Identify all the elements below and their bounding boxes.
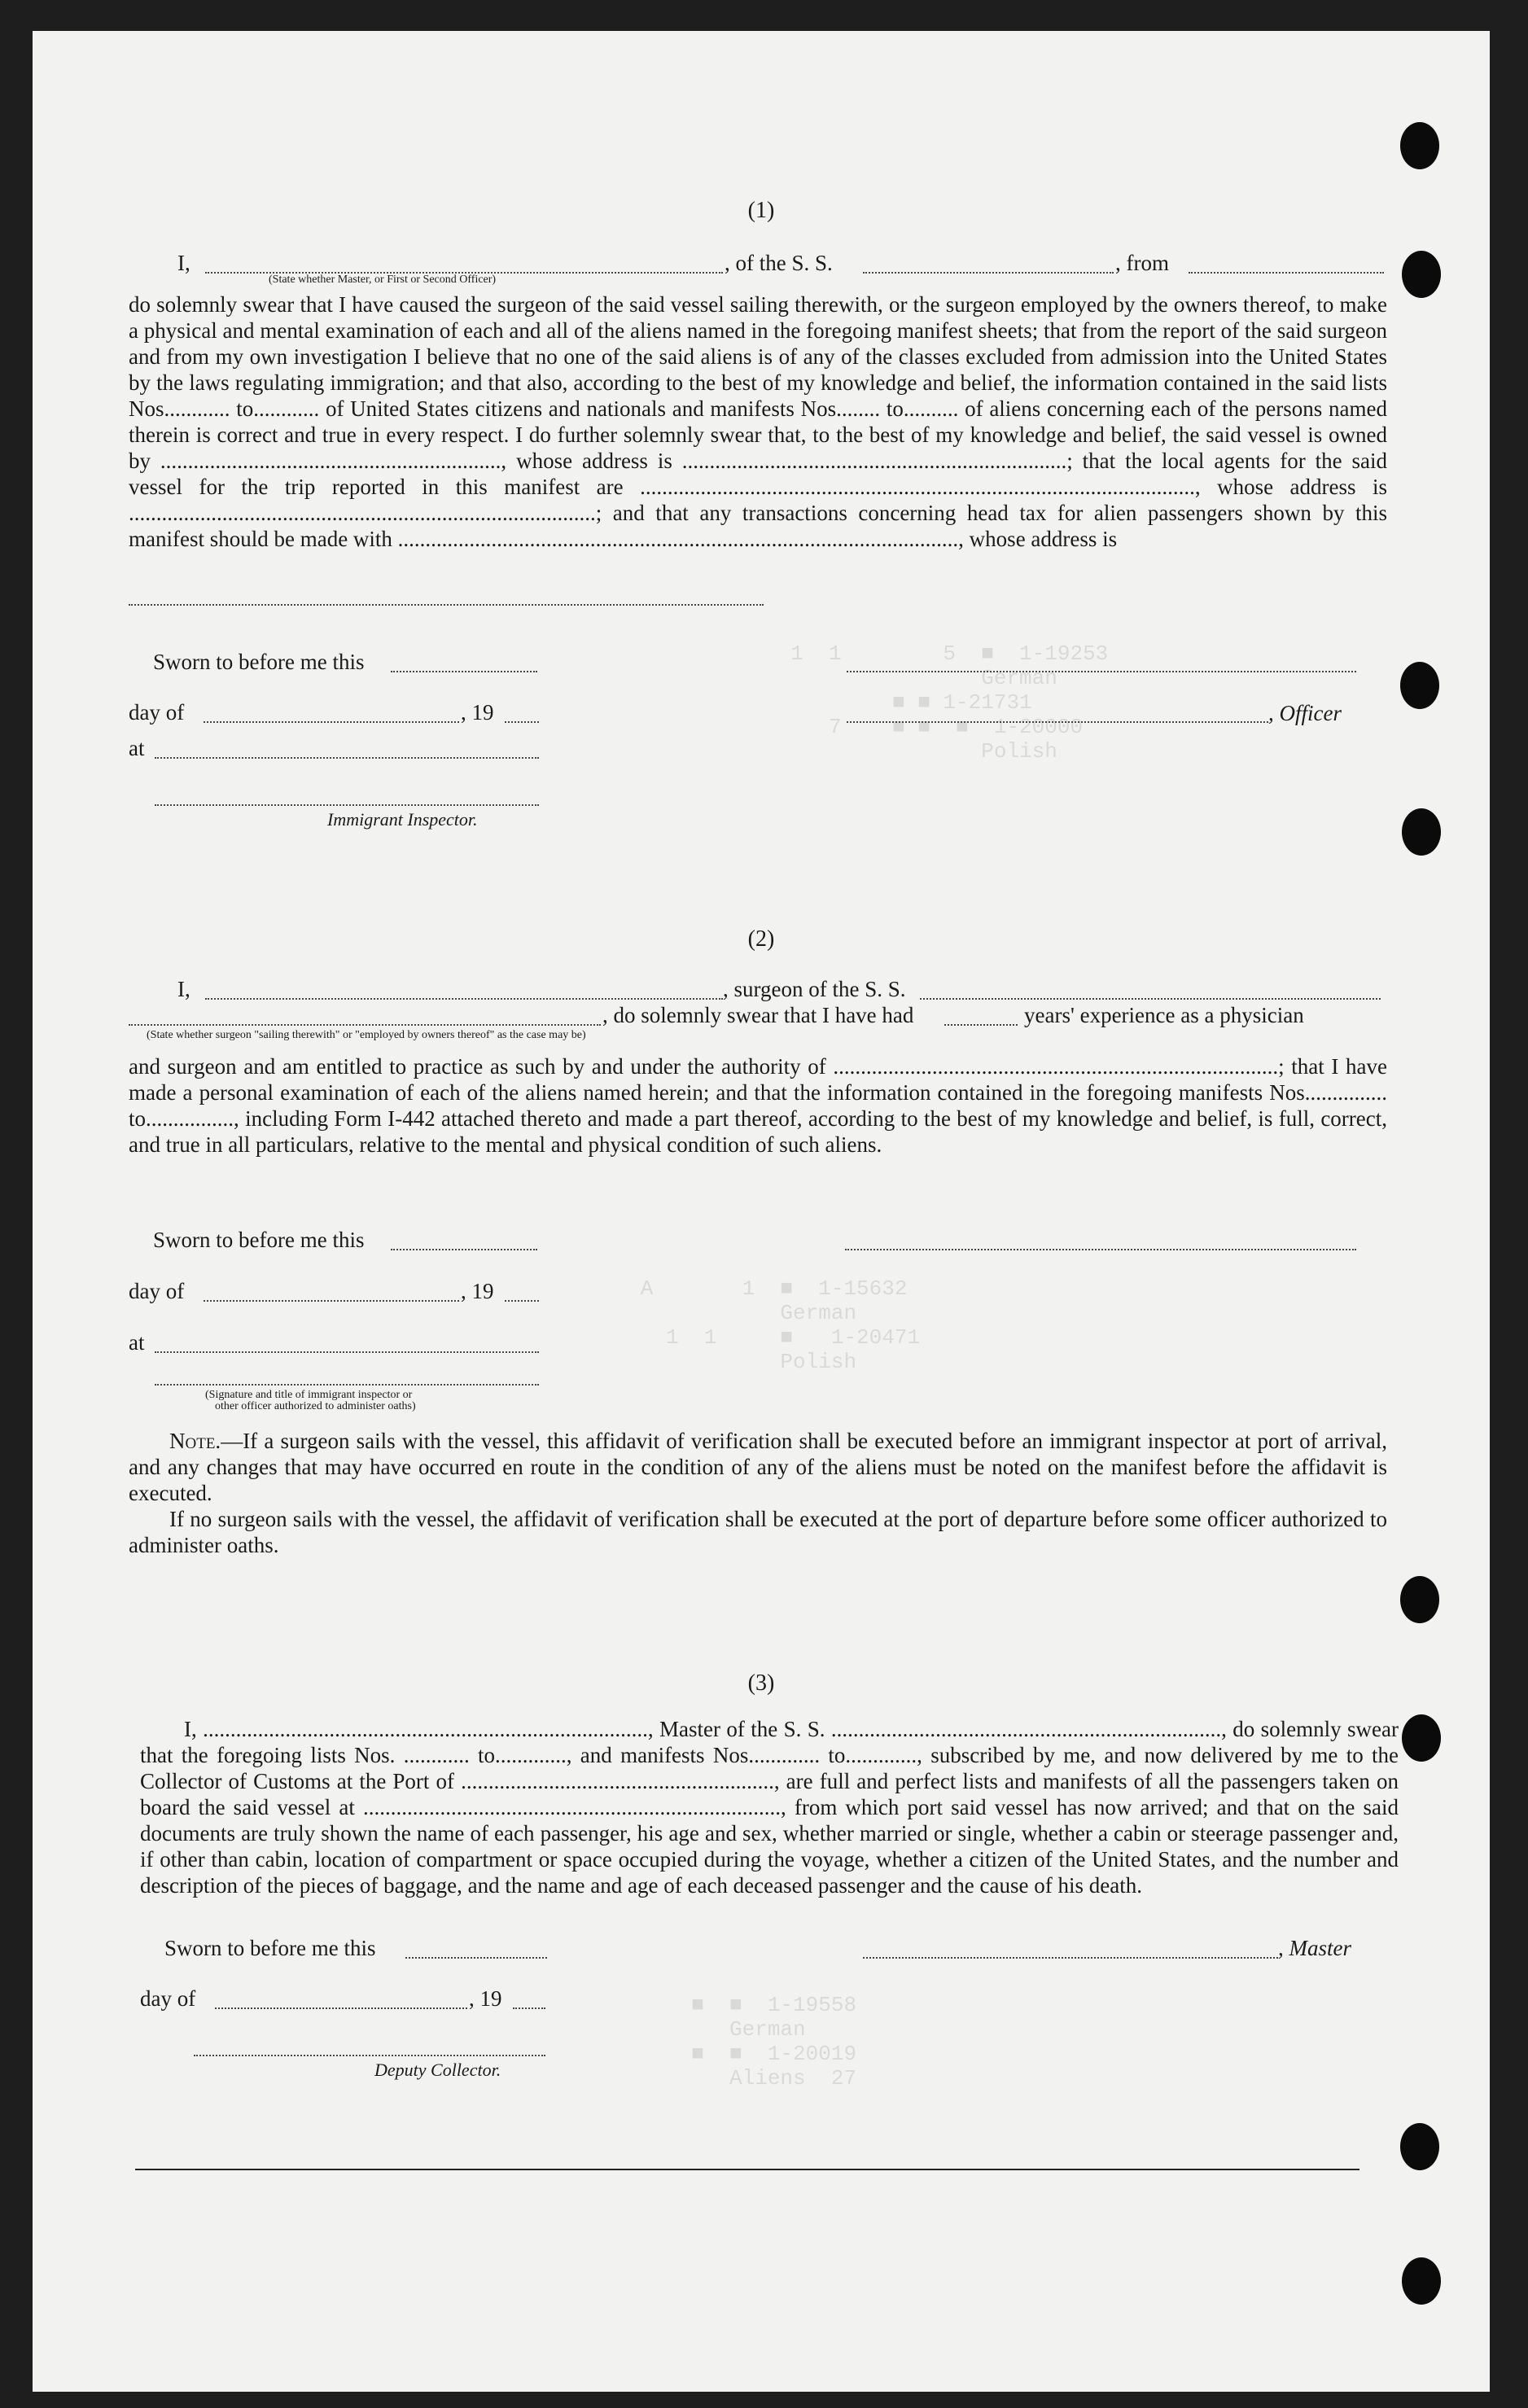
section-1-inspector-label: Immigrant Inspector.	[327, 809, 478, 830]
section-1-sworn-field[interactable]	[391, 671, 537, 672]
section-1-year-field[interactable]	[505, 721, 539, 723]
section-2-line1-mid: , surgeon of the S. S.	[723, 977, 906, 1001]
note-text-2: If no surgeon sails with the vessel, the affidavit of verification shall be executed at the port of departure before some officer authorized to administer oaths.	[129, 1507, 1387, 1557]
section-2-years-field[interactable]	[944, 1024, 1018, 1026]
section-1-sworn-label: Sworn to before me this	[153, 650, 365, 674]
section-1-line1-mid: , of the S. S.	[725, 251, 833, 275]
section-3-collector-signature-field[interactable]	[194, 2055, 545, 2056]
section-2-year-field[interactable]	[505, 1300, 539, 1302]
section-2-oath-text: and surgeon and am entitled to practice as such by and under the authority of .................................................................................; that I have made a personal examination of each of the aliens named herein; and that the information contained in the foregoing manifests Nos............... to................, including Form I-442 attached thereto and made a part thereof, according to the best of my knowledge and belief, is full, correct, and true in all particulars, relative to the mental and physical condition of such aliens.	[129, 1054, 1387, 1157]
section-1-line1-prefix: I,	[177, 251, 190, 275]
section-2-signature-note-1: (Signature and title of immigrant inspector or	[205, 1389, 413, 1401]
section-1-number: (1)	[747, 198, 775, 223]
section-1-signature-field[interactable]	[847, 671, 1356, 672]
section-2-year-label: , 19	[461, 1279, 494, 1303]
section-2-line2-b: years' experience as a physician	[1024, 1003, 1304, 1027]
section-2-at-label: at	[129, 1330, 145, 1355]
bleed-through-text: A 1 ■ 1-15632 German 1 1 ■ 1-20471 Polish	[640, 1276, 921, 1374]
section-1-at-label: at	[129, 736, 145, 760]
bleed-through-text: 1 1 5 ■ 1-19253 German ■ ■ 1-21731 7 ■ ■ ■ 1-20000 Polish	[790, 641, 1109, 764]
section-1-officer-label: , Officer	[1268, 701, 1342, 725]
section-3-day-field[interactable]	[215, 2007, 467, 2009]
note-label: Note.	[169, 1429, 221, 1453]
section-1-oath-paragraph	[129, 291, 1387, 552]
section-3-number: (3)	[747, 1670, 775, 1696]
section-1-officer-signature-field[interactable]	[847, 721, 1268, 723]
punch-hole	[1402, 1714, 1441, 1762]
punch-hole	[1402, 2257, 1441, 2305]
section-2-vessel-field[interactable]	[920, 998, 1381, 1000]
section-3-oath-paragraph	[140, 1716, 1399, 1898]
section-2-status-note: (State whether surgeon "sailing therewith" or "employed by owners thereof" as the case may be)	[147, 1029, 586, 1041]
section-3-master-signature-field[interactable]	[863, 1957, 1278, 1959]
section-1-address-field[interactable]	[129, 604, 764, 606]
section-2-signature-field[interactable]	[845, 1249, 1356, 1250]
section-3-sworn-field[interactable]	[405, 1957, 547, 1959]
note-text: —If a surgeon sails with the vessel, this affidavit of verification shall be executed before an immigrant inspector at port of arrival, and any changes that may have occurred en route in the condition of any of the aliens must be noted on the manifest before the affidavit is executed.	[129, 1429, 1387, 1505]
section-3-oath-text: I, ................................................................................., Master of the S. S. ......................................................................., do solemnly swear that the foregoing lists Nos. ............ to............., and manifests Nos............. to............., subscribed by me, and now delivered by me to the Collector of Customs at the Port of ........................................................., are full and perfect lists and manifests of all the passengers taken on board the said vessel at ............................................................................, from which port said vessel has now arrived; and that on the said documents are truly shown the name of each passenger, his age and sex, whether married or single, whether a cabin or steerage passenger and, if other than cabin, location of compartment or space occupied during the voyage, whether a citizen of the United States, and the number and description of the pieces of baggage, and the name and age of each deceased passenger and the cause of his death.	[140, 1717, 1399, 1898]
punch-hole	[1400, 2123, 1439, 2170]
section-2-sworn-label: Sworn to before me this	[153, 1228, 365, 1252]
section-1-from-field[interactable]	[1189, 272, 1384, 274]
section-2-day-field[interactable]	[204, 1300, 459, 1302]
section-1-officer-note: (State whether Master, or First or Second Officer)	[269, 274, 497, 286]
section-2-oath-paragraph	[129, 1053, 1387, 1158]
section-2-status-field[interactable]	[129, 1024, 601, 1026]
section-3-day-label: day of	[140, 1986, 196, 2011]
bleed-through-text: ■ ■ 1-19558 German ■ ■ 1-20019 Aliens 27	[691, 1993, 857, 2091]
section-1-day-field[interactable]	[204, 721, 459, 723]
punch-hole	[1402, 251, 1441, 298]
punch-hole	[1402, 808, 1441, 856]
document-page	[33, 31, 1490, 2392]
section-2-number: (2)	[747, 926, 775, 952]
section-3-collector-label: Deputy Collector.	[374, 2060, 501, 2080]
section-1-line1-end: , from	[1115, 251, 1169, 275]
section-2-at-field[interactable]	[155, 1351, 539, 1353]
section-2-sworn-field[interactable]	[391, 1249, 537, 1250]
section-2-surgeon-name-field[interactable]	[205, 998, 723, 1000]
section-3-master-label: , Master	[1278, 1936, 1351, 1960]
section-2-line2-a: , do solemnly swear that I have had	[602, 1003, 914, 1027]
punch-hole	[1400, 122, 1439, 169]
section-2-line1-prefix: I,	[177, 977, 190, 1001]
section-1-inspector-signature-field[interactable]	[155, 804, 539, 806]
section-2-day-label: day of	[129, 1279, 185, 1303]
section-2-inspector-signature-field[interactable]	[155, 1384, 539, 1386]
section-1-oath-text: do solemnly swear that I have caused the surgeon of the said vessel sailing therewith, or the surgeon employed by the owners thereof, to make a physical and mental examination of each and all of the aliens named in the foregoing manifest sheets; that from the report of the said surgeon and from my own investigation I believe that no one of the said aliens is of any of the classes excluded from admission into the United States by the laws regulating immigration; and that also, according to the best of my knowledge and belief, the information contained in the said lists Nos............ to............ of United States citizens and nationals and manifests Nos........ to.......... of aliens concerning each of the persons named therein is correct and true in every respect. I do further solemnly swear that, to the best of my knowledge and belief, the said vessel is owned by .............................................................., whose address is ......................................................................; that the local agents for the said vessel for the trip reported in this manifest are ....................................................................................................., whose address is .....................................................................................; and that any transactions concerning head tax for alien passengers shown by this manifest should be made with ......................................................................................................, whose address is	[129, 292, 1387, 551]
section-1-day-label: day of	[129, 700, 185, 725]
punch-hole	[1400, 662, 1439, 709]
section-3-year-label: , 19	[469, 1986, 502, 2011]
section-1-year-label: , 19	[461, 700, 494, 725]
section-2-note	[129, 1428, 1387, 1558]
punch-hole	[1400, 1576, 1439, 1623]
section-1-vessel-field[interactable]	[863, 272, 1114, 274]
section-3-year-field[interactable]	[513, 2007, 545, 2009]
bottom-rule	[135, 2169, 1359, 2170]
section-1-at-field[interactable]	[155, 757, 539, 759]
section-2-signature-note-2: other officer authorized to administer oaths)	[215, 1400, 416, 1412]
section-3-sworn-label: Sworn to before me this	[164, 1936, 376, 1960]
